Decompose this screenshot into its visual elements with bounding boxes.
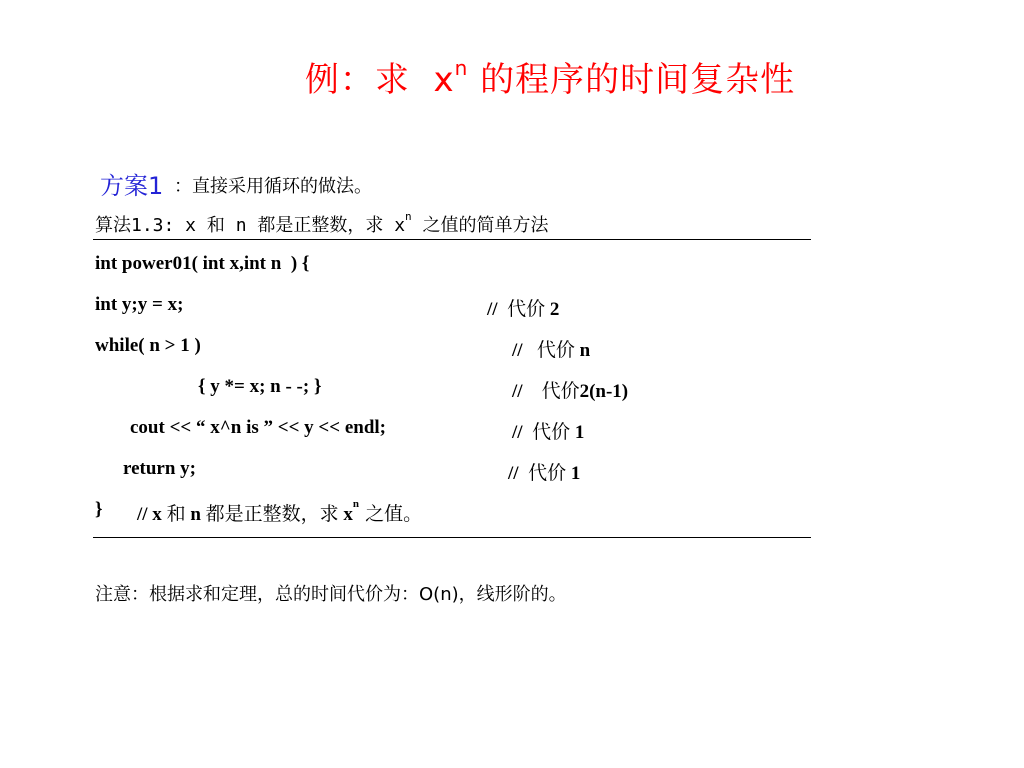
closing-comment-c: x xyxy=(338,504,353,525)
comment-cost-label: 代价 xyxy=(536,339,575,361)
comment-cost-label: 代价 xyxy=(528,462,567,484)
closing-cn-b: 都是正整数，求 xyxy=(205,503,339,525)
code-line-2: int y;y = x; xyxy=(95,294,184,315)
closing-comment-b: n xyxy=(185,504,206,525)
code-comment-2 xyxy=(487,294,559,321)
title-suffix: 的程序的时间复杂性 xyxy=(468,60,796,100)
top-divider xyxy=(93,239,811,240)
closing-cn-a: 和 xyxy=(166,503,186,525)
code-line-6: return y; xyxy=(123,458,196,479)
algorithm-caption xyxy=(95,211,549,237)
comment-cost-value: 1 xyxy=(566,463,581,484)
comment-cost-value: 2(n-1) xyxy=(579,381,629,402)
code-comment-3 xyxy=(512,335,590,362)
plan-description: ：直接采用循环的做法。 xyxy=(174,176,372,197)
closing-superscript: n xyxy=(352,498,360,510)
title-superscript: n xyxy=(454,56,469,80)
code-comment-4 xyxy=(512,376,628,403)
comment-cost-value: 1 xyxy=(570,422,585,443)
code-comment-5 xyxy=(512,417,584,444)
comment-slashes: // xyxy=(487,299,508,320)
bottom-divider xyxy=(93,537,811,538)
comment-slashes: // xyxy=(512,381,542,402)
slide-title xyxy=(0,52,1024,101)
comment-cost-value: 2 xyxy=(545,299,560,320)
plan-label: 方案1 xyxy=(100,172,164,200)
code-comment-6 xyxy=(508,458,580,485)
closing-cn-c: 之值。 xyxy=(359,503,423,525)
comment-cost-label: 代价 xyxy=(541,380,580,402)
code-line-3: while( n > 1 ) xyxy=(95,335,201,356)
comment-slashes: // xyxy=(512,422,533,443)
code-closing-brace: } xyxy=(95,499,103,520)
code-closing-comment xyxy=(137,499,422,526)
code-line-1: int power01( int x,int n ) { xyxy=(95,253,310,274)
title-prefix: 例：求 x xyxy=(304,60,455,100)
comment-cost-value: n xyxy=(574,340,591,361)
comment-slashes: // xyxy=(508,463,529,484)
complexity-note: 注意：根据求和定理，总的时间代价为：O(n)，线形阶的。 xyxy=(95,584,567,605)
algorithm-prefix: 算法1.3: x 和 n 都是正整数，求 x xyxy=(95,215,406,236)
code-line-5: cout << “ x^n is ” << y << endl; xyxy=(130,417,386,438)
comment-slashes: // xyxy=(512,340,537,361)
closing-comment-a: // x xyxy=(137,504,167,525)
comment-cost-label: 代价 xyxy=(507,298,546,320)
algorithm-suffix: 之值的简单方法 xyxy=(411,215,549,236)
comment-cost-label: 代价 xyxy=(532,421,571,443)
algorithm-superscript: n xyxy=(405,210,412,223)
code-line-4: { y *= x; n - -; } xyxy=(198,376,322,397)
